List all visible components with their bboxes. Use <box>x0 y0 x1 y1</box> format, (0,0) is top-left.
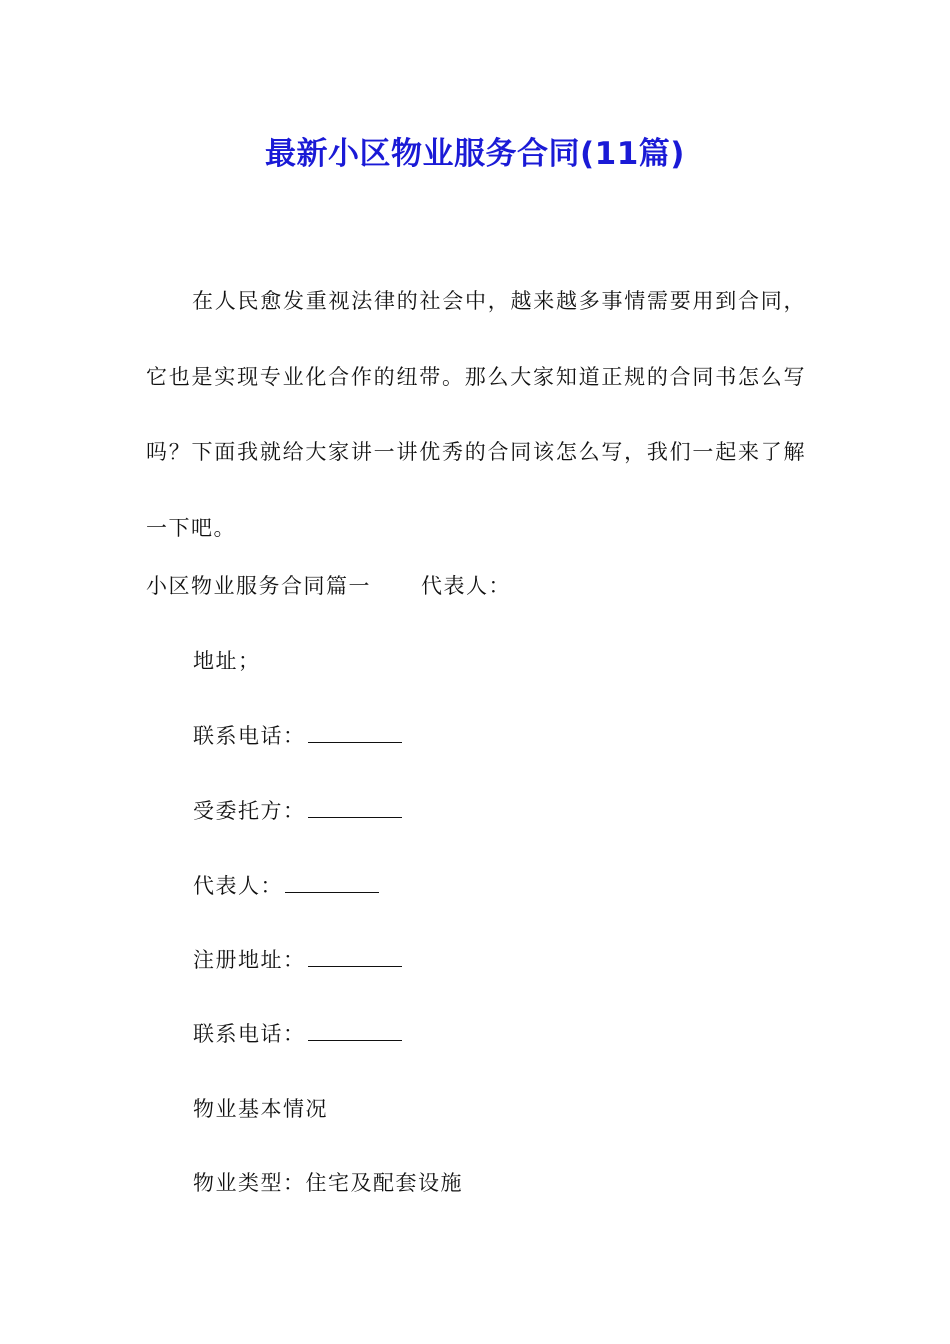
subheading: 物业基本情况 <box>193 1097 328 1121</box>
blank-line <box>285 891 379 893</box>
field-label: 地址； <box>193 649 261 673</box>
section-heading-line <box>146 570 511 600</box>
blank-line <box>308 816 402 818</box>
field-label: 联系电话： <box>193 724 306 748</box>
field-label: 联系电话： <box>193 1022 306 1046</box>
field-registered-address <box>193 944 402 974</box>
field-label: 注册地址： <box>193 948 306 972</box>
section-heading-tail: 代表人： <box>421 574 511 598</box>
property-type: 物业类型：住宅及配套设施 <box>193 1171 463 1195</box>
field-representative <box>193 870 379 900</box>
field-entrusted-party <box>193 795 402 825</box>
field-label: 受委托方： <box>193 799 306 823</box>
intro-paragraph: 在人民愈发重视法律的社会中，越来越多事情需要用到合同，它也是实现专业化合作的纽带。那么大家知道正规的合同书怎么写吗？下面我就给大家讲一讲优秀的合同该怎么写，我们一起来了解一下吧。 <box>146 289 806 540</box>
field-label: 代表人： <box>193 874 283 898</box>
field-phone-1 <box>193 720 402 750</box>
section-heading: 小区物业服务合同篇一 <box>146 574 371 598</box>
document-title: 最新小区物业服务合同(11篇) <box>265 136 685 172</box>
field-phone-2 <box>193 1018 402 1048</box>
blank-line <box>308 1039 402 1041</box>
blank-line <box>308 965 402 967</box>
blank-line <box>308 741 402 743</box>
field-address <box>193 645 261 675</box>
